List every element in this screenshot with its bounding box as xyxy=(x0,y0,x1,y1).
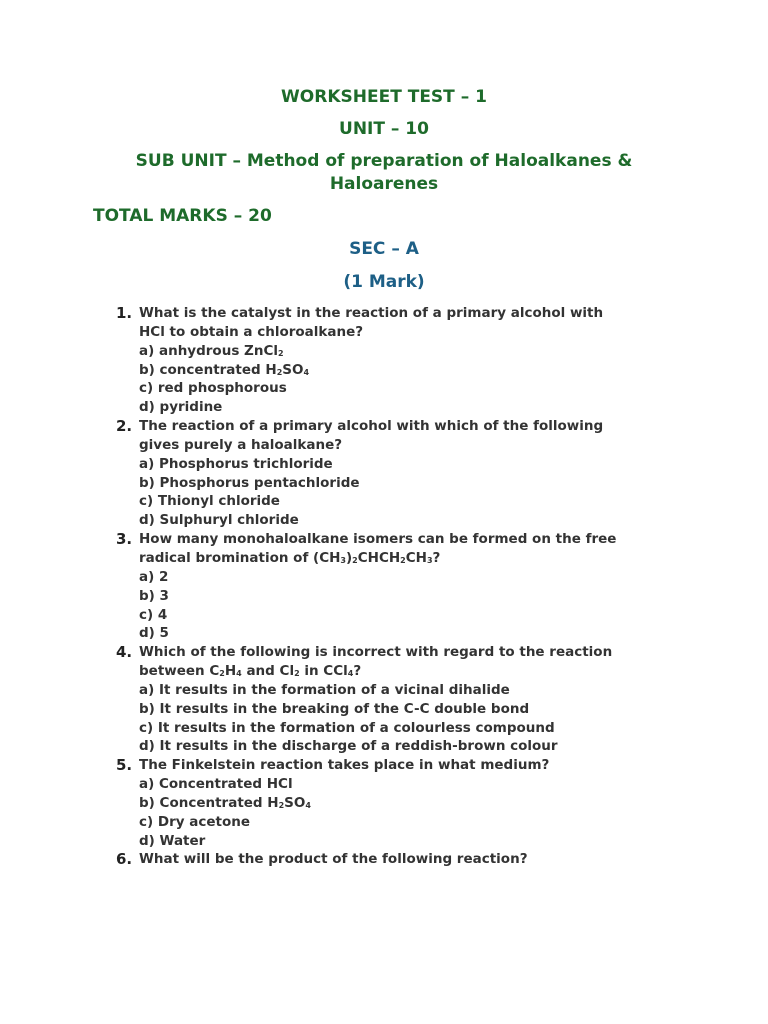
option-d: d) Water xyxy=(139,832,206,849)
unit-heading: UNIT – 10 xyxy=(339,119,429,139)
marks-note: (1 Mark) xyxy=(343,272,425,292)
question-item xyxy=(0,756,768,850)
question-number: 6. xyxy=(116,850,133,869)
section-heading: SEC – A xyxy=(349,239,419,259)
subunit-line-2: Haloarenes xyxy=(329,174,439,194)
question-item xyxy=(0,417,768,530)
option-c: c) Dry acetone xyxy=(139,813,250,830)
question-text: What is the catalyst in the reaction of a primary alcohol with xyxy=(139,305,604,321)
question-text: Which of the following is incorrect with regard to the reaction xyxy=(139,644,613,661)
subunit-line-1: SUB UNIT – Method of preparation of Haloalkanes & xyxy=(135,151,633,171)
option-d: d) It results in the discharge of a reddish-brown colour xyxy=(139,738,558,755)
question-text: between $C_2H_4$ and $Cl_2$ in CCl$_4$? xyxy=(139,663,362,680)
option-a: a) It results in the formation of a vicinal dihalide xyxy=(139,681,510,698)
option-d: d) 5 xyxy=(139,625,169,642)
option-a: a) 2 xyxy=(139,568,169,585)
question-text: gives purely a haloalkane? xyxy=(139,436,343,453)
option-a: a) Phosphorus trichloride xyxy=(139,455,333,472)
question-text: radical bromination of $(CH_3)_2CHCH_2CH_3$? xyxy=(139,549,441,566)
question-item xyxy=(0,850,768,869)
question-text: The reaction of a primary alcohol with which of the following xyxy=(139,418,604,435)
total-marks: TOTAL MARKS – 20 xyxy=(93,206,272,226)
question-item xyxy=(0,530,768,643)
option-a: a) anhydrous ZnCl$_2$ xyxy=(139,342,284,359)
question-number: 4. xyxy=(116,643,133,662)
option-c: c) red phosphorous xyxy=(139,380,287,397)
question-item xyxy=(0,643,768,756)
option-d: d) pyridine xyxy=(139,399,223,416)
option-b: b) concentrated $H_2SO_4$ xyxy=(139,361,310,378)
question-text: The Finkelstein reaction takes place in what medium? xyxy=(139,757,550,774)
option-c: c) Thionyl chloride xyxy=(139,493,280,510)
option-b: b) 3 xyxy=(139,587,169,604)
question-text: HCl to obtain a chloroalkane? xyxy=(139,323,364,340)
option-a: a) Concentrated HCl xyxy=(139,776,293,793)
question-list xyxy=(0,304,768,869)
option-b: b) Concentrated $H_2SO_4$ xyxy=(139,794,311,811)
question-text: What will be the product of the following reaction? xyxy=(139,851,528,868)
option-b: b) It results in the breaking of the C-C double bond xyxy=(139,700,530,717)
question-number: 1. xyxy=(116,304,133,322)
question-text: How many monohaloalkane isomers can be formed on the free xyxy=(139,531,617,548)
option-c: c) It results in the formation of a colourless compound xyxy=(139,719,555,736)
option-c: c) 4 xyxy=(139,606,168,623)
worksheet-title: WORKSHEET TEST – 1 xyxy=(281,87,487,107)
question-number: 5. xyxy=(116,756,133,775)
option-d: d) Sulphuryl chloride xyxy=(139,512,299,529)
subunit-heading xyxy=(0,150,768,196)
option-b: b) Phosphorus pentachloride xyxy=(139,474,360,491)
question-item xyxy=(0,304,768,417)
question-number: 3. xyxy=(116,530,133,549)
question-number: 2. xyxy=(116,417,133,436)
